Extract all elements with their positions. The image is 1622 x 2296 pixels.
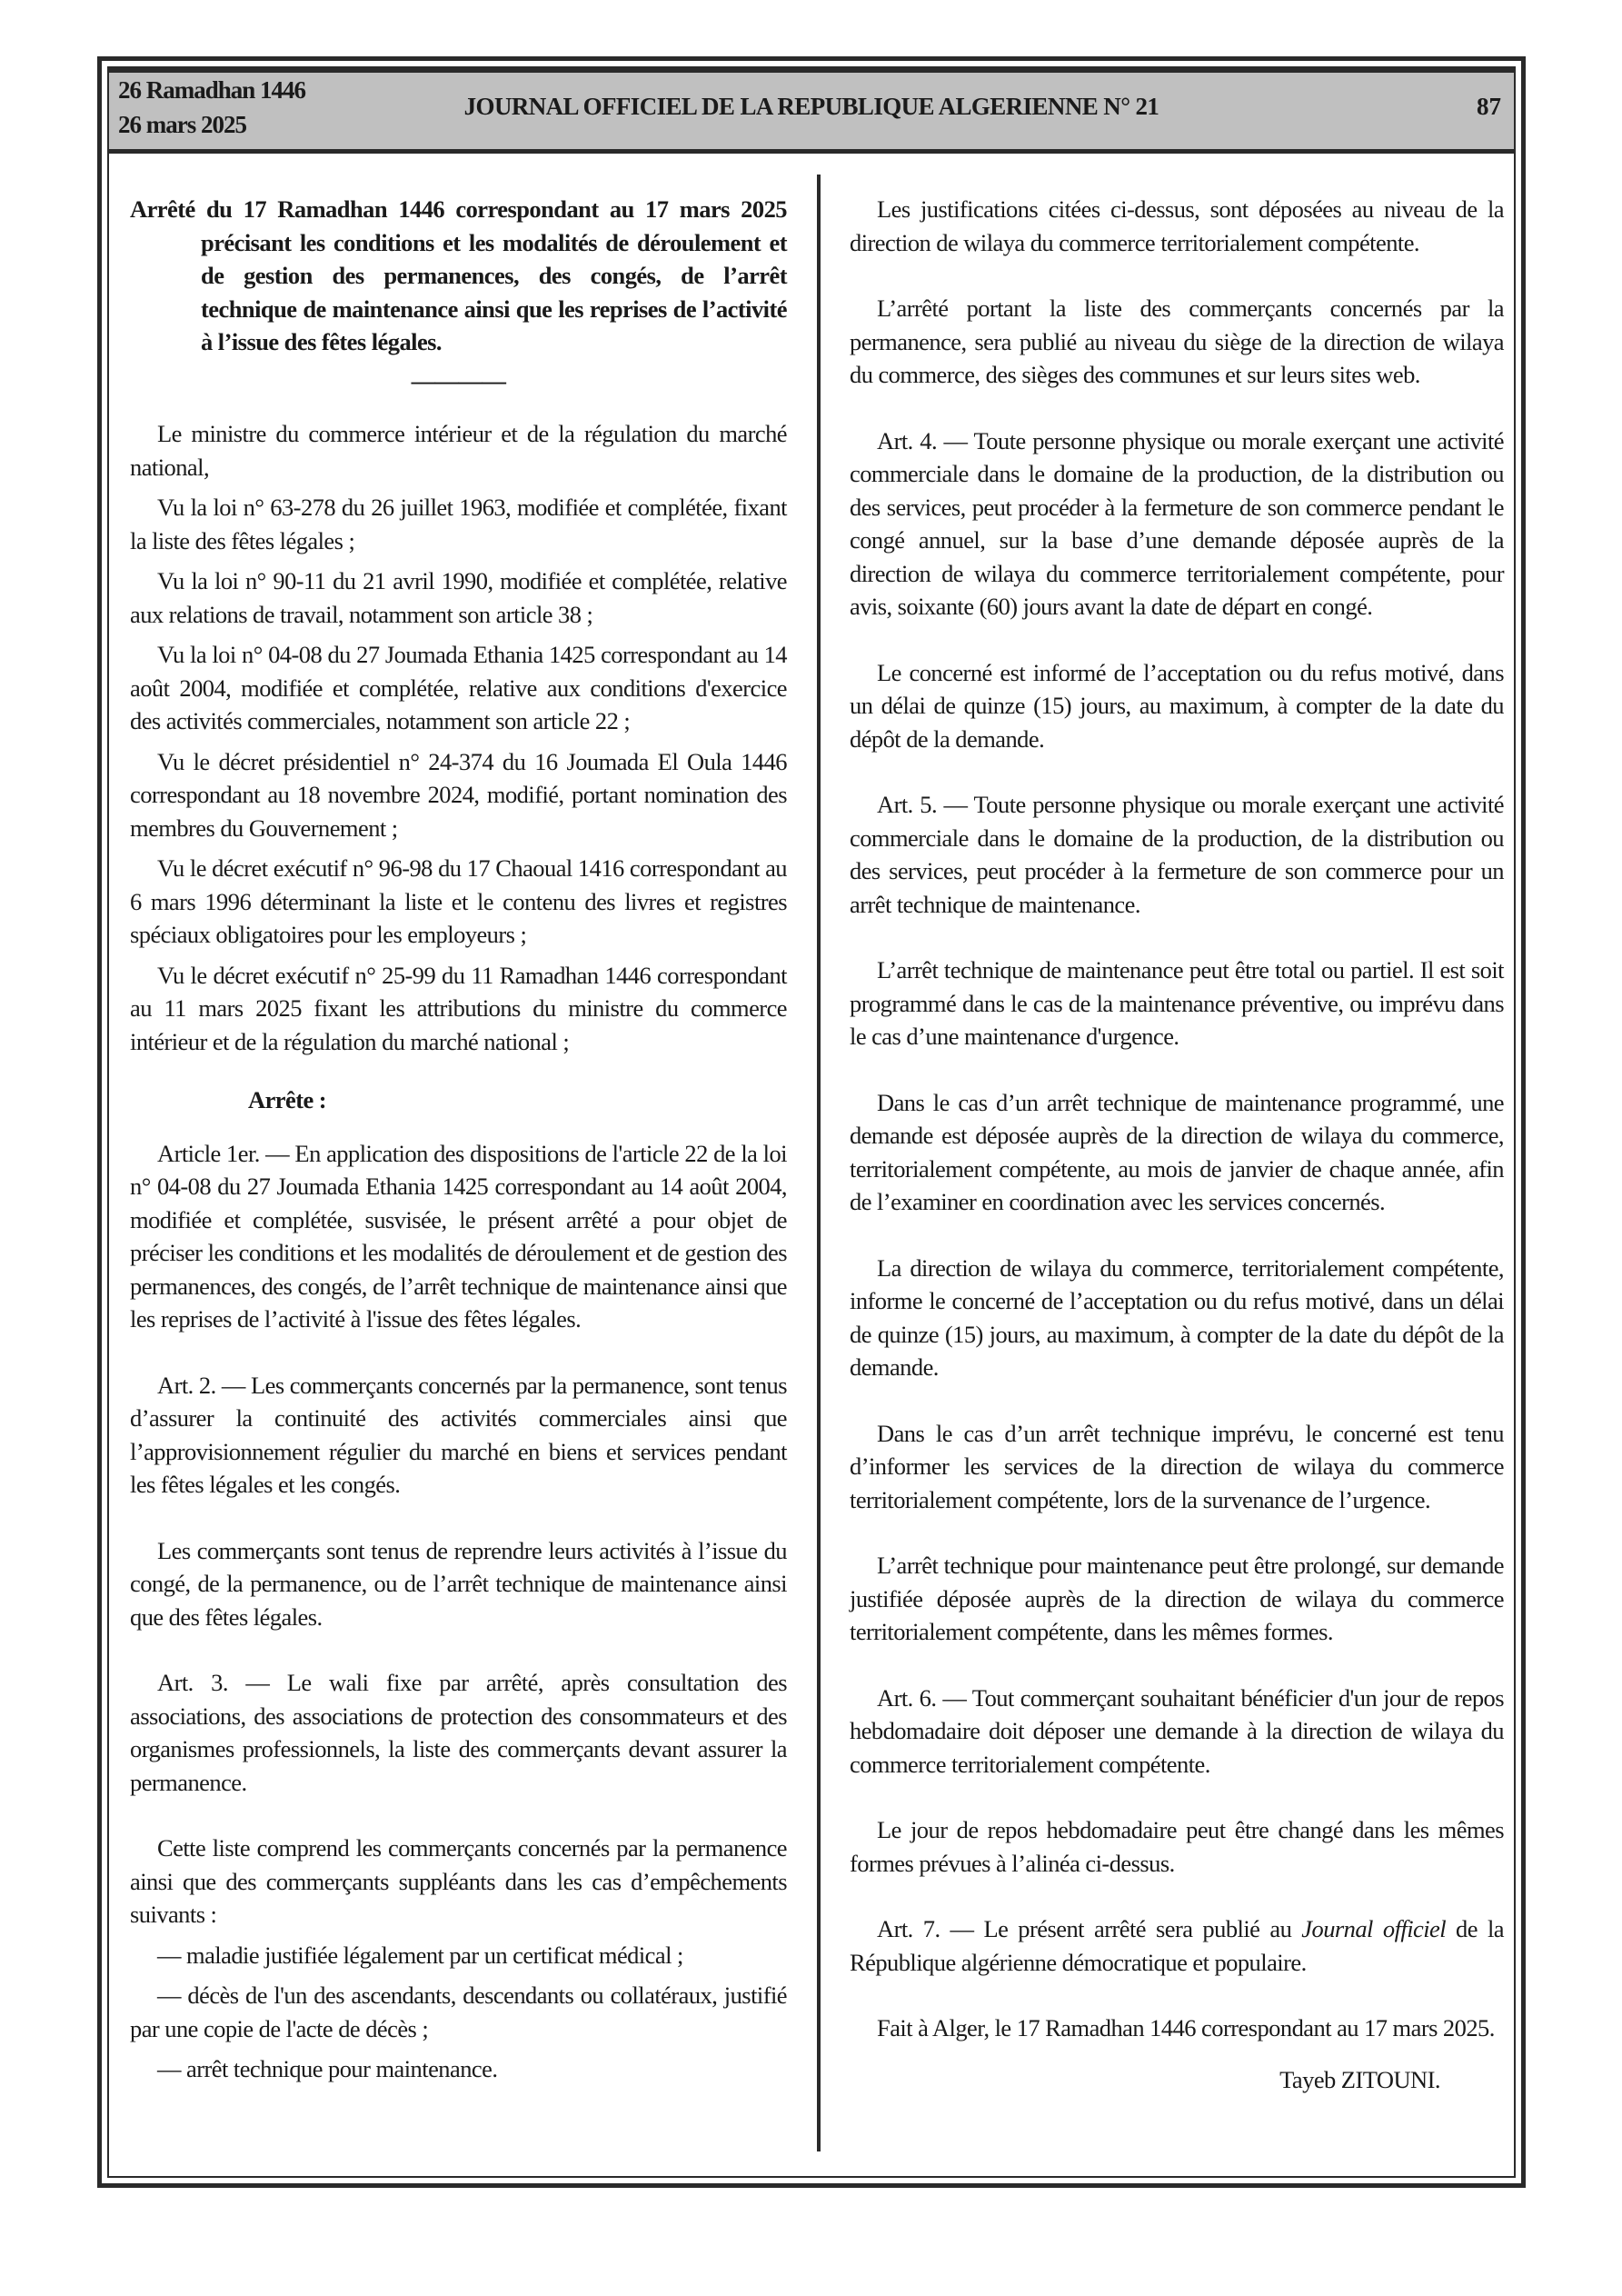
preamble-paragraph: Vu la loi n° 04-08 du 27 Joumada Ethania 1425 correspondant au 14 août 2004, modifiée et complétée, relative aux conditions d'exercice des activités commerciales, notamment son article 22 ; [130, 641, 787, 734]
article-paragraph: L’arrêté portant la liste des commerçants concernés par la permanence, sera publié au niveau du siège de la direction de wilaya du commerce, des sièges des communes et sur leurs sites web. [850, 294, 1504, 388]
article-paragraph: Le concerné est informé de l’acceptation ou du refus motivé, dans un délai de quinze (15) jours, au maximum, à compter de la date du dépôt de la demande. [850, 658, 1504, 753]
header-page-number: 87 [1477, 93, 1501, 120]
preamble-paragraph: Vu le décret exécutif n° 25-99 du 11 Ramadhan 1446 correspondant au 11 mars 2025 fixant les attributions du ministre du commerce intérieur et de la régulation du marché national ; [130, 961, 787, 1055]
left-column [130, 193, 787, 2093]
article-paragraph: L’arrêt technique de maintenance peut être total ou partiel. Il est soit programmé dans le cas de la maintenance préventive, ou imprévu dans le cas d’une maintenance d'urgence. [850, 956, 1504, 1050]
article-paragraph: Le jour de repos hebdomadaire peut être changé dans les mêmes formes prévues à l’alinéa ci-dessus. [850, 1816, 1504, 1877]
art7-text: Art. 7. — Le présent arrêté sera publié au [877, 1915, 1302, 1942]
article-7-paragraph [850, 1912, 1504, 1979]
preamble-paragraph: Vu le décret présidentiel n° 24-374 du 16 Joumada El Oula 1446 correspondant au 18 novembre 2024, modifié, portant nomination des membres du Gouvernement ; [130, 747, 787, 842]
article-paragraph: Dans le cas d’un arrêt technique de maintenance programmé, une demande est déposée auprès de la direction de wilaya du commerce, territorialement compétente, au mois de janvier de chaque année, afin de l’examiner en coordination avec les services concernés. [850, 1088, 1504, 1215]
title-separator: ———— [411, 366, 506, 394]
article-paragraph: La direction de wilaya du commerce, territorialement compétente, informe le concerné de l’acceptation ou du refus motivé, dans un délai de quinze (15) jours, au maximum, à compter de la date du dépôt de la demande. [850, 1253, 1504, 1381]
article-paragraph: Art. 5. — Toute personne physique ou morale exerçant une activité commerciale dans le domaine de la production, de la distribution ou des services, peut procéder à la fermeture de son commerce pour un arrêt technique de maintenance. [850, 791, 1504, 918]
list-item: — arrêt technique pour maintenance. [157, 2055, 498, 2082]
column-divider [817, 175, 821, 2151]
article-paragraph: Art. 3. — Le wali fixe par arrêté, après consultation des associations, des associations de protection des consommateurs et des organismes professionnels, la liste des commerçants devant assurer la permanence. [130, 1669, 787, 1796]
journal-header [109, 68, 1514, 154]
article-paragraph: Art. 2. — Les commerçants concernés par la permanence, sont tenus d’assurer la continuité des activités commerciales ainsi que l’approvisionnement régulier du marché en biens et services pendant les fêtes légales et les congés. [130, 1371, 787, 1498]
article-paragraph: Les justifications citées ci-dessus, sont déposées au niveau de la direction de wilaya du commerce territorialement compétente. [850, 195, 1504, 256]
article-paragraph: Dans le cas d’un arrêt technique imprévu, le concerné est tenu d’informer les services de la direction de wilaya du commerce territorialement compétente, lors de la survenance de l’urgence. [850, 1419, 1504, 1513]
decree-title: Arrêté du 17 Ramadhan 1446 correspondant au 17 mars 2025 précisant les conditions et les modalités de déroulement et de gestion des permanences, des congés, de l’arrêt technique de maintenance ainsi que les reprises de l’activité à l’issue des fêtes légales. [130, 195, 787, 355]
list-item: — maladie justifiée légalement par un certificat médical ; [157, 1941, 683, 1969]
arrete-heading: Arrête : [248, 1086, 327, 1113]
article-paragraph: Cette liste comprend les commerçants concernés par la permanence ainsi que des commerçants suppléants dans les cas d’empêchements suivants : [130, 1834, 787, 1928]
article-paragraph: L’arrêt technique pour maintenance peut être prolongé, sur demande justifiée déposée auprès de la direction de wilaya du commerce territorialement compétente, dans les mêmes formes. [850, 1552, 1504, 1645]
right-column [850, 193, 1504, 2096]
article-paragraph: Art. 4. — Toute personne physique ou morale exerçant une activité commerciale dans le domaine de la production, de la distribution ou des services, peut procéder à la fermeture de son commerce pendant le congé annuel, sur la base d’une demande déposée auprès de la direction de wilaya du commerce territorialement compétente, pour avis, soixante (60) jours avant la date de départ en congé. [850, 426, 1504, 620]
header-hijri-date: 26 Ramadhan 1446 [118, 76, 306, 104]
preamble-paragraph: Le ministre du commerce intérieur et de la régulation du marché national, [130, 420, 787, 481]
signature: Tayeb ZITOUNI. [1279, 2065, 1440, 2093]
preamble-paragraph: Vu la loi n° 90-11 du 21 avril 1990, modifiée et complétée, relative aux relations de travail, notamment son article 38 ; [130, 567, 787, 628]
article-paragraph: Les commerçants sont tenus de reprendre leurs activités à l’issue du congé, de la permanence, ou de l’arrêt technique de maintenance ainsi que des fêtes légales. [130, 1536, 787, 1631]
list-item: — décès de l'un des ascendants, descendants ou collatéraux, justifié par une copie de l'acte de décès ; [130, 1982, 787, 2042]
header-journal-title: JOURNAL OFFICIEL DE LA REPUBLIQUE ALGERIENNE N° 21 [463, 93, 1159, 120]
journal-officiel-italic: Journal officiel [1301, 1915, 1447, 1942]
header-gregorian-date: 26 mars 2025 [118, 111, 246, 138]
article-paragraph: Article 1er. — En application des dispositions de l'article 22 de la loi n° 04-08 du 27 Joumada Ethania 1425 correspondant au 14 août 2004, modifiée et complétée, susvisée, le présent arrêté a pour objet de préciser les conditions et les modalités de déroulement et de gestion des permanences, des congés, de l’arrêt technique de maintenance ainsi que les reprises de l’activité à l'issue des fêtes légales. [130, 1139, 787, 1333]
closing-paragraph: Fait à Alger, le 17 Ramadhan 1446 correspondant au 17 mars 2025. [877, 2014, 1495, 2041]
preamble-paragraph: Vu la loi n° 63-278 du 26 juillet 1963, modifiée et complétée, fixant la liste des fêtes légales ; [130, 494, 787, 554]
art7-text-end: de la République algérienne démocratique et populaire. [850, 1915, 1504, 1976]
preamble-paragraph: Vu le décret exécutif n° 96-98 du 17 Chaoual 1416 correspondant au 6 mars 1996 déterminant la liste et le contenu des livres et registres spéciaux obligatoires pour les employeurs ; [130, 854, 787, 948]
article-paragraph: Art. 6. — Tout commerçant souhaitant bénéficier d'un jour de repos hebdomadaire doit déposer une demande à la direction de wilaya du commerce territorialement compétente. [850, 1683, 1504, 1778]
